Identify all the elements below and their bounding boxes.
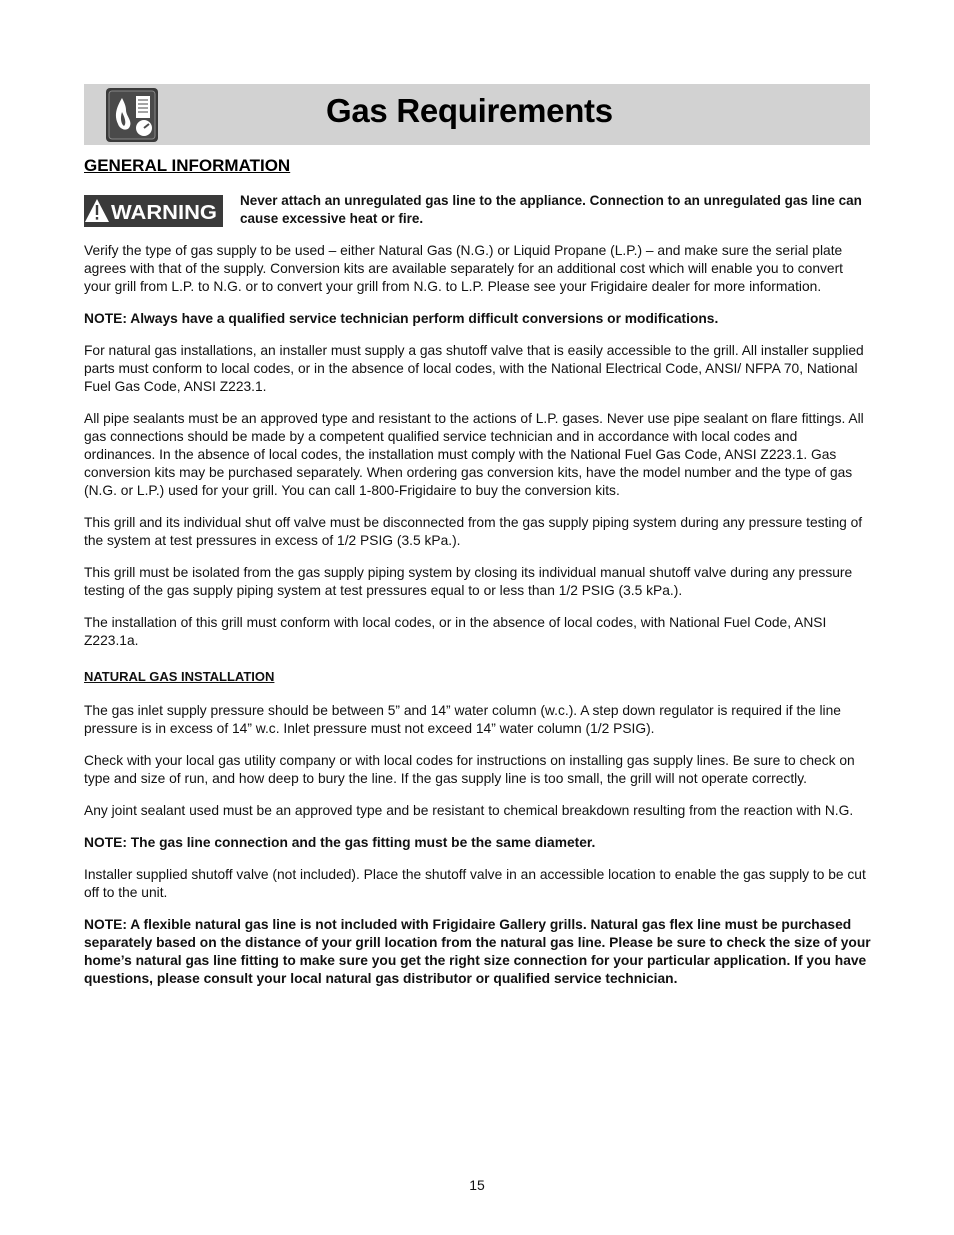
warning-text: Never attach an unregulated gas line to the appliance. Connection to an unregulated gas line can cause excessive heat or fire. bbox=[240, 193, 862, 226]
paragraph: This grill must be isolated from the gas supply piping system by closing its individual manual shutoff valve during any pressure testing of the gas supply piping system at test pressures equal to or less than 1/2 PSIG (3.5 kPa.). bbox=[84, 565, 853, 598]
note: NOTE: A flexible natural gas line is not included with Frigidaire Gallery grills. Natural gas flex line must be purchased separately based on the distance of your grill location from the natural gas line. Please be sure to check the size of your home’s natural gas line fitting to make sure you get the right size connection for your particular application. If you have questions, please consult your local natural gas distributor or qualified service technician. bbox=[84, 917, 871, 986]
paragraph: Installer supplied shutoff valve (not included). Place the shutoff valve in an accessible location to enable the gas supply to be cut off to the unit. bbox=[84, 867, 866, 900]
note: NOTE: The gas line connection and the gas fitting must be the same diameter. bbox=[84, 835, 596, 850]
paragraph: Verify the type of gas supply to be used – either Natural Gas (N.G.) or Liquid Propane (L.P.) – and make sure the serial plate agrees with that of the supply. Conversion kits are available separately for an additional cost which will enable you to convert your grill from L.P. to N.G. or to convert your grill from N.G. to L.P. Please see your Frigidaire dealer for more information. bbox=[84, 243, 843, 294]
paragraph: The gas inlet supply pressure should be between 5” and 14” water column (w.c.). A step down regulator is required if the line pressure is in excess of 14” w.c. Inlet pressure must not exceed 14” water column (1/2 PSIG). bbox=[84, 703, 841, 736]
subsection-heading: NATURAL GAS INSTALLATION bbox=[84, 669, 275, 684]
page-title: Gas Requirements bbox=[326, 92, 613, 129]
warning-label: WARNING bbox=[111, 202, 217, 224]
paragraph: This grill and its individual shut off valve must be disconnected from the gas supply piping system during any pressure testing of the system at test pressures in excess of 1/2 PSIG (3.5 kPa.). bbox=[84, 515, 863, 548]
paragraph: Check with your local gas utility company or with local codes for instructions on installing gas supply lines. Be sure to check on type and size of run, and how deep to bury the line. If the gas supply line is too small, the grill will not operate correctly. bbox=[84, 753, 855, 786]
note: NOTE: Always have a qualified service technician perform difficult conversions or modifications. bbox=[84, 311, 719, 326]
section-heading: GENERAL INFORMATION bbox=[84, 156, 291, 175]
page-number: 15 bbox=[469, 1177, 485, 1193]
document-body bbox=[84, 242, 872, 1002]
paragraph: All pipe sealants must be an approved type and resistant to the actions of L.P. gases. Never use pipe sealant on flare fittings. All gas connections should be made by a competent qualified service technician and in accordance with local codes and ordinances. In the absence of local codes, the installation must comply with the National Fuel Gas Code, ANSI Z223.1. Gas conversion kits may be purchased separately. When ordering gas conversion kits, have the model number and the type of gas (N.G. or L.P.) used for your grill. You can call 1-800-Frigidaire to buy the conversion kits. bbox=[84, 411, 864, 498]
gas-flame-gauge-icon bbox=[106, 88, 158, 142]
paragraph: Any joint sealant used must be an approved type and be resistant to chemical breakdown resulting from the reaction with N.G. bbox=[84, 803, 854, 818]
header-band bbox=[84, 84, 870, 145]
warning-badge bbox=[84, 195, 223, 227]
paragraph: For natural gas installations, an installer must supply a gas shutoff valve that is easily accessible to the grill. All installer supplied parts must conform to local codes, or in the absence of local codes, with the National Electrical Code, ANSI/ NFPA 70, National Fuel Gas Code, ANSI Z223.1. bbox=[84, 343, 864, 394]
paragraph: The installation of this grill must conform with local codes, or in the absence of local codes, with National Fuel Code, ANSI Z223.1a. bbox=[84, 615, 827, 648]
